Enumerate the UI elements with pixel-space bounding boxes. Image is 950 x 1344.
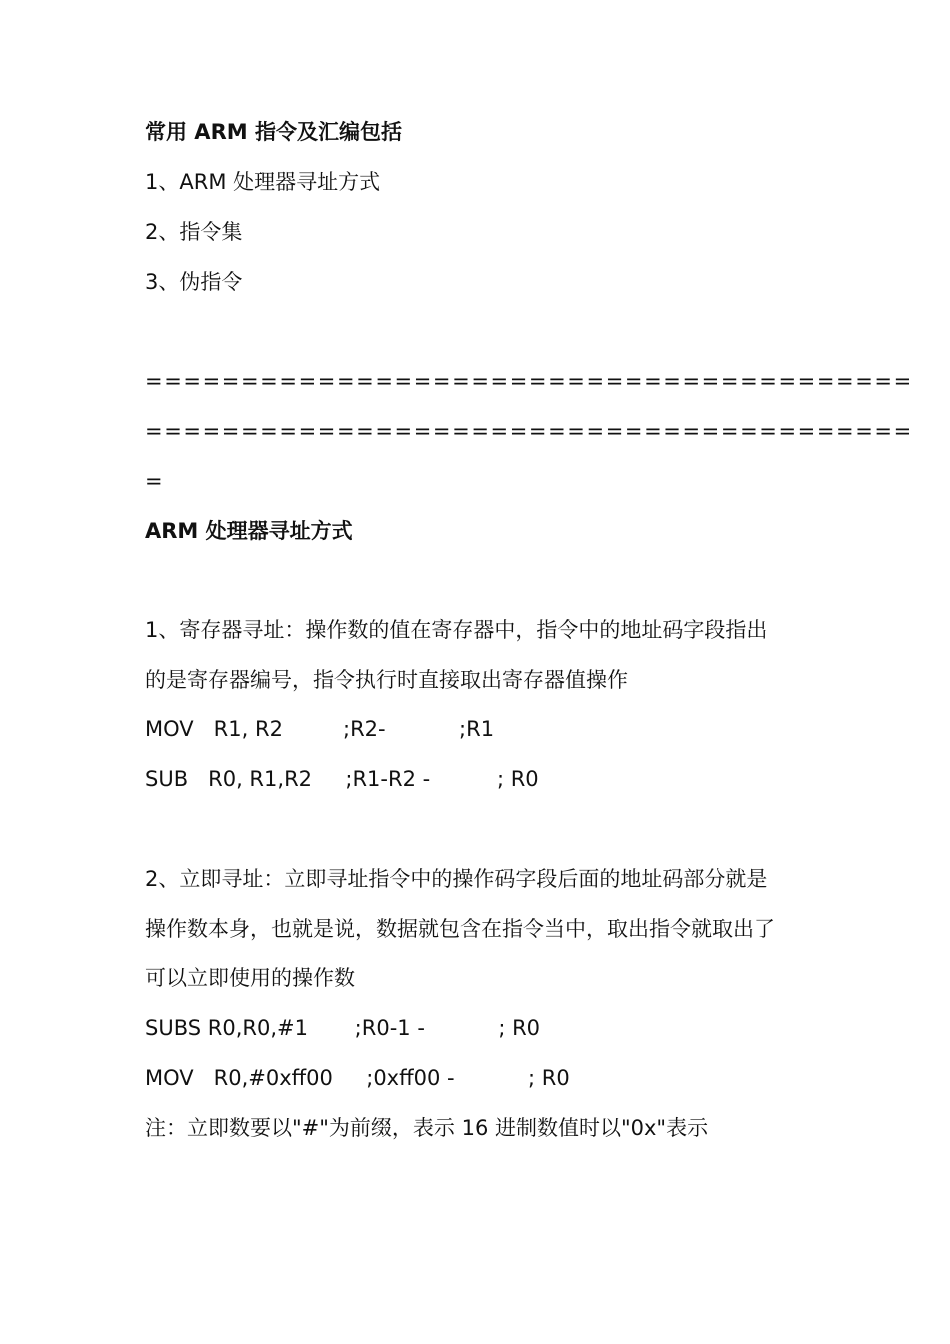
separator-line-3: = <box>145 469 165 493</box>
item2-paragraph-line-3: 可以立即使用的操作数 <box>145 966 355 990</box>
item2-code-line-2: MOV R0,#0xff00 ;0xff00 - ; R0 <box>145 1066 570 1090</box>
item1-code-line-2: SUB R0, R1,R2 ;R1-R2 - ; R0 <box>145 767 539 791</box>
toc-item-1: 1、ARM 处理器寻址方式 <box>145 170 381 194</box>
item2-note: 注：立即数要以"#"为前缀，表示 16 进制数值时以"0x"表示 <box>145 1116 709 1140</box>
item1-paragraph-line-2: 的是寄存器编号，指令执行时直接取出寄存器值操作 <box>145 668 628 692</box>
item2-paragraph-line-2: 操作数本身，也就是说，数据就包含在指令当中，取出指令就取出了 <box>145 917 775 941</box>
item1-paragraph-line-1: 1、寄存器寻址：操作数的值在寄存器中，指令中的地址码字段指出 <box>145 618 768 642</box>
toc-item-3: 3、伪指令 <box>145 270 243 294</box>
document-title: 常用 ARM 指令及汇编包括 <box>145 120 402 144</box>
toc-item-2: 2、指令集 <box>145 220 243 244</box>
item1-code-line-1: MOV R1, R2 ;R2- ;R1 <box>145 717 495 741</box>
section-heading: ARM 处理器寻址方式 <box>145 519 353 543</box>
item2-code-line-1: SUBS R0,R0,#1 ;R0-1 - ; R0 <box>145 1016 541 1040</box>
separator-line-1: ======================================== <box>145 369 913 393</box>
item2-paragraph-line-1: 2、立即寻址：立即寻址指令中的操作码字段后面的地址码部分就是 <box>145 867 768 891</box>
separator-line-2: ======================================== <box>145 419 913 443</box>
